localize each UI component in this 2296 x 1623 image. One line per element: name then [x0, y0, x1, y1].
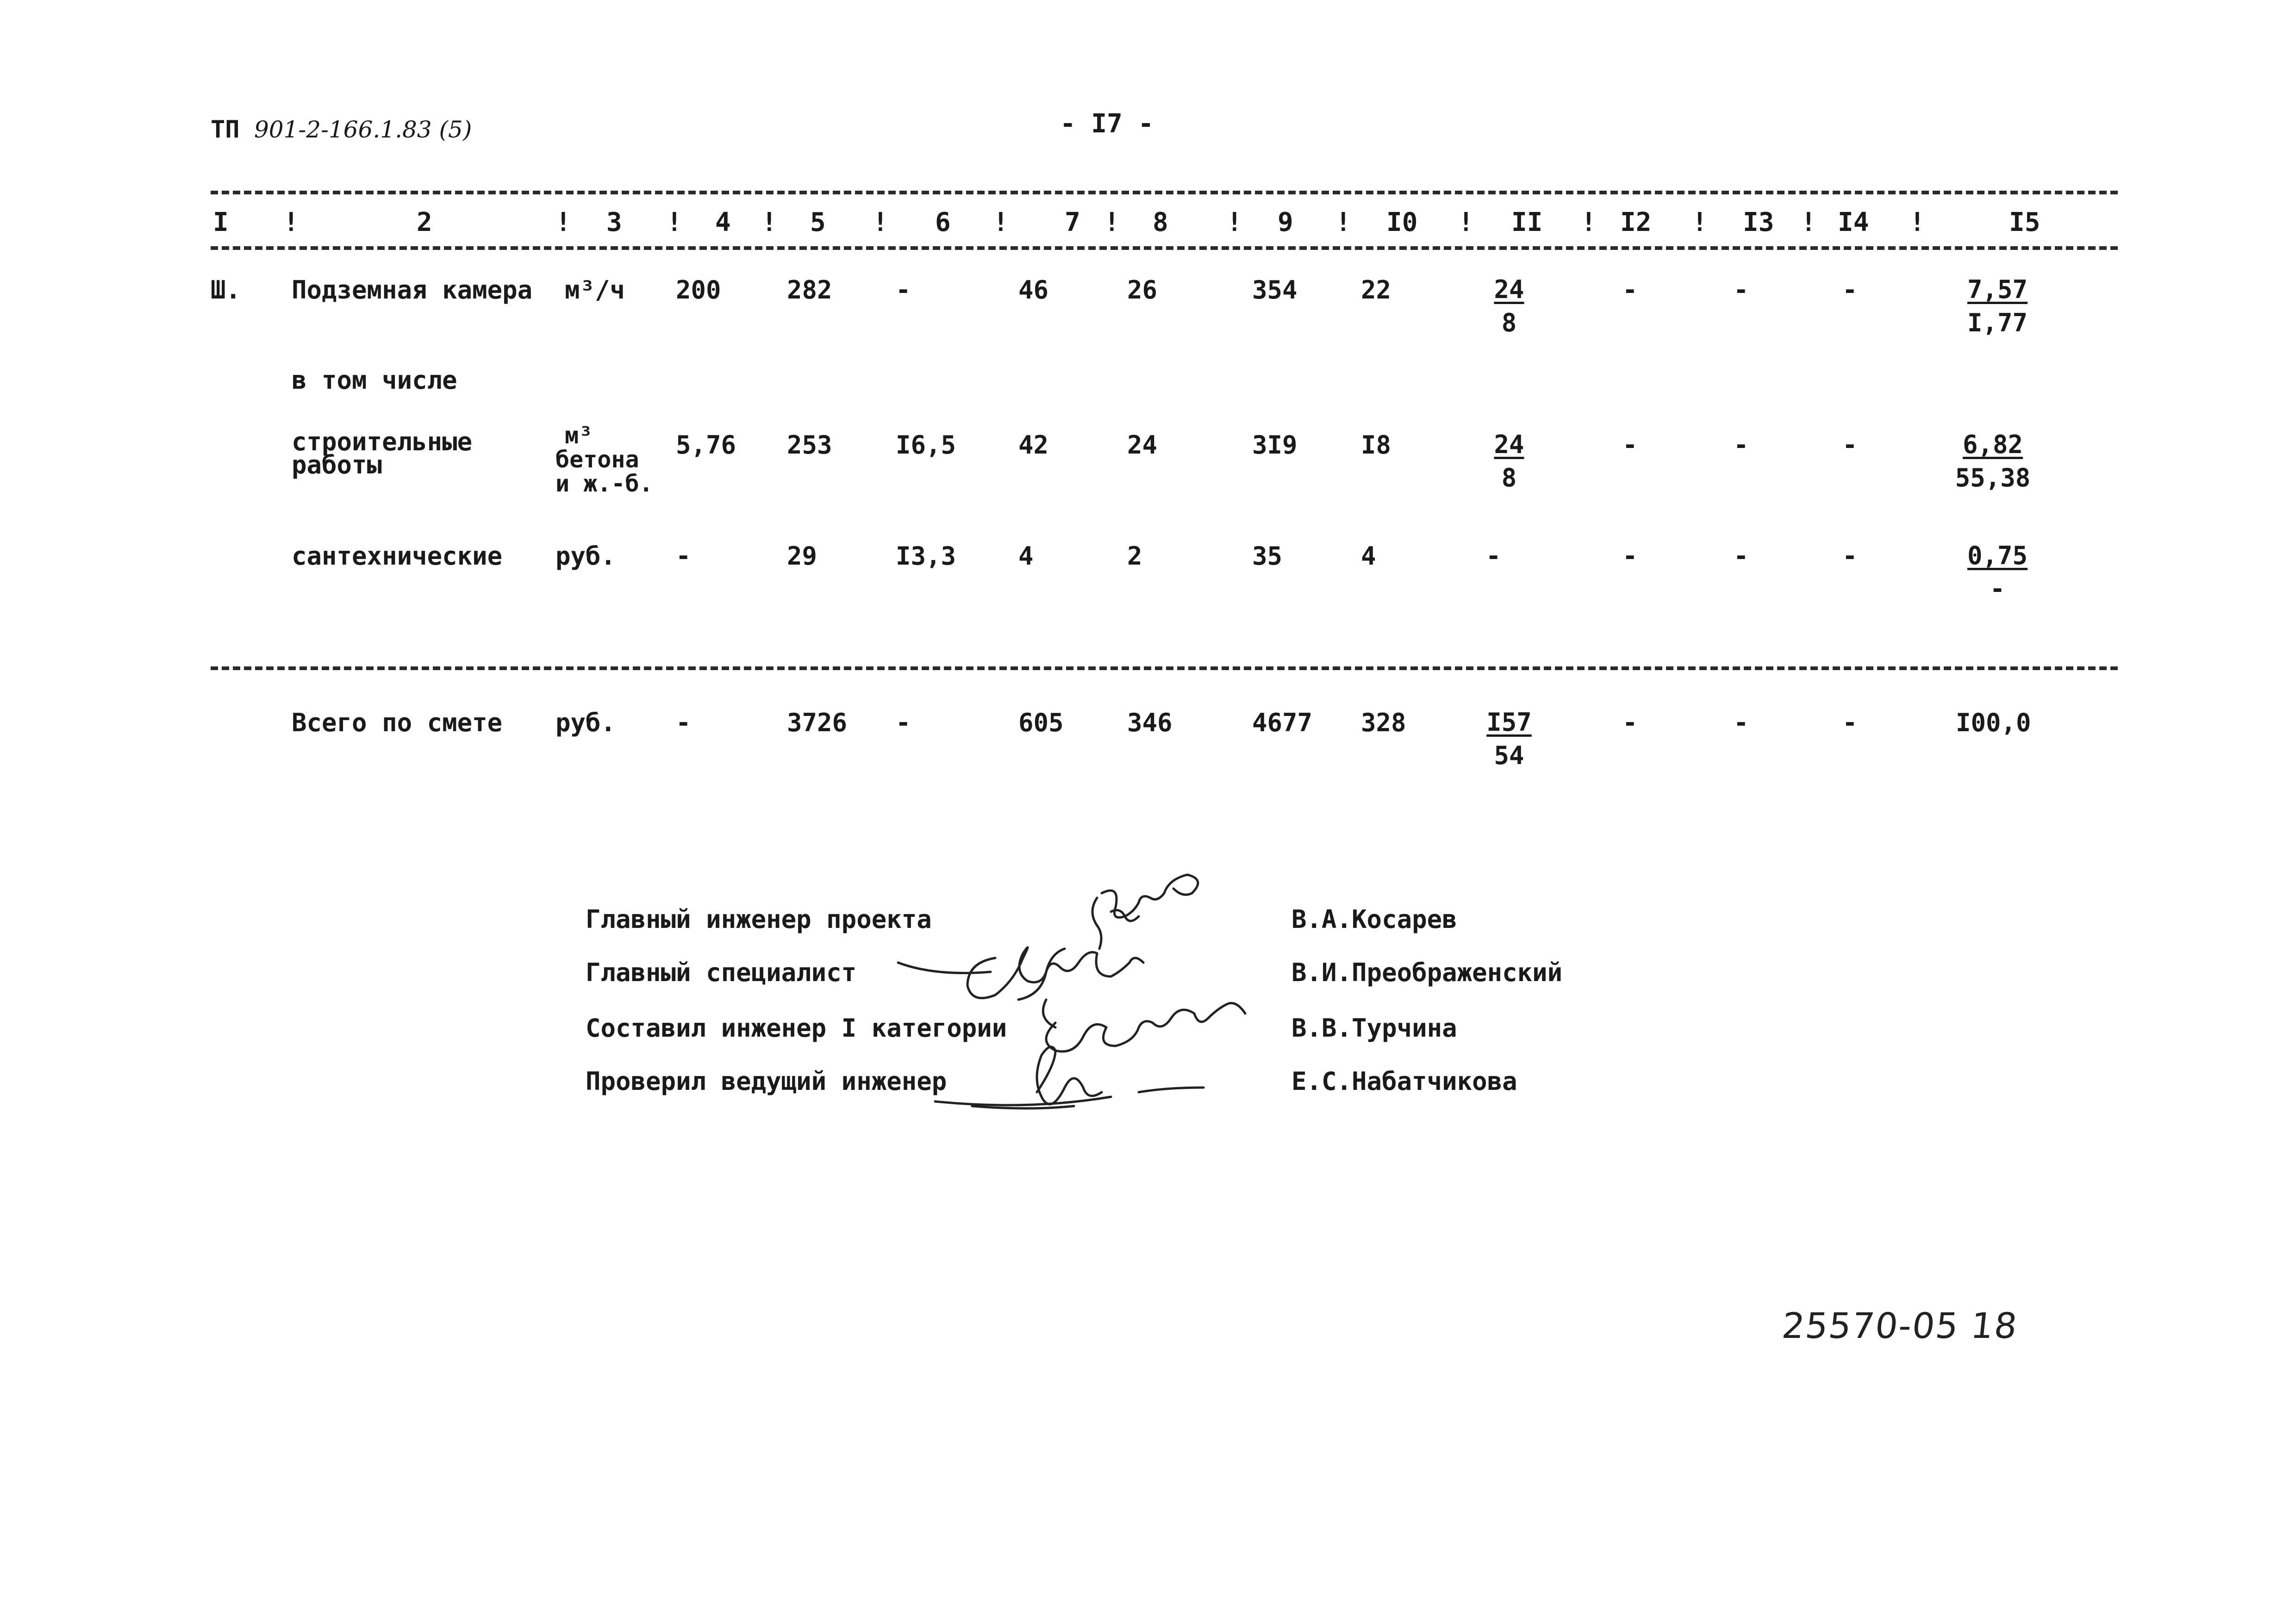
document-code-handwritten: 901-2-166.1.83 (5)	[254, 116, 472, 143]
signature-stroke	[1092, 875, 1198, 949]
fraction-denominator: -	[1990, 574, 2005, 603]
colnum-8: 8	[1153, 207, 1168, 237]
signoff-role: Составил инженер I категории	[586, 1014, 1007, 1043]
cell-col13: -	[1734, 430, 1749, 460]
signoff-role: Главный специалист	[586, 958, 857, 987]
row-unit	[555, 423, 653, 496]
col-separator: !	[1581, 207, 1597, 237]
signoff-role: Главный инженер проекта	[586, 905, 932, 934]
table-header-rule	[211, 246, 2118, 250]
col-separator: !	[283, 207, 299, 237]
cell-col11-fraction	[1472, 273, 1546, 340]
colnum-2: 2	[417, 207, 432, 237]
col-separator: !	[1227, 207, 1242, 237]
cell-col14: -	[1842, 430, 1858, 460]
cell-col11-fraction	[1472, 706, 1546, 772]
document-code	[211, 116, 472, 143]
row-name: Подземная камера	[292, 275, 533, 305]
colnum-3: 3	[606, 207, 622, 237]
total-unit: руб.	[555, 708, 616, 737]
handwritten-signatures	[880, 861, 1296, 1148]
signature-stroke	[898, 947, 1143, 998]
cell-col4: 200	[676, 275, 721, 305]
cell-col11: -	[1486, 541, 1501, 571]
cell-col6: -	[896, 275, 911, 305]
cell-col13: -	[1734, 708, 1749, 737]
colnum-11: II	[1511, 207, 1543, 237]
cell-col9: 4677	[1252, 708, 1313, 737]
fraction-numerator: 0,75	[1967, 541, 2028, 570]
cell-col7: 42	[1018, 430, 1049, 460]
cell-col6: -	[896, 708, 911, 737]
cell-col8: 346	[1127, 708, 1173, 737]
row-subheading: в том числе	[292, 366, 457, 395]
cell-col9: 3I9	[1252, 430, 1298, 460]
fraction-numerator: 7,57	[1967, 275, 2028, 304]
colnum-1: I	[213, 207, 229, 237]
cell-col12: -	[1622, 430, 1638, 460]
col-separator: !	[667, 207, 682, 237]
archive-stamp-number	[1780, 1305, 2020, 1356]
col-separator: !	[1692, 207, 1708, 237]
signoff-name: В.В.Турчина	[1292, 1014, 1457, 1043]
cell-col15-fraction	[1944, 539, 2051, 606]
signature-stroke	[972, 1106, 1074, 1108]
cell-col10: 22	[1361, 275, 1391, 305]
signoff-name: В.И.Преображенский	[1292, 958, 1563, 987]
col-separator: !	[761, 207, 777, 237]
col-separator: !	[993, 207, 1009, 237]
fraction-denominator: I,77	[1967, 308, 2028, 337]
signature-stroke	[1018, 949, 1065, 1000]
colnum-5: 5	[810, 207, 826, 237]
colnum-6: 6	[935, 207, 951, 237]
colnum-14: I4	[1838, 207, 1869, 237]
colnum-10: I0	[1386, 207, 1418, 237]
cell-col6: I3,3	[896, 541, 956, 571]
fraction-numerator: 24	[1494, 275, 1524, 304]
signoff-role: Проверил ведущий инженер	[586, 1067, 947, 1096]
cell-col14: -	[1842, 541, 1858, 571]
cell-col15: I00,0	[1956, 708, 2031, 737]
signoff-name: Е.С.Набатчикова	[1292, 1067, 1517, 1096]
row-name	[292, 427, 473, 479]
cell-col14: -	[1842, 708, 1858, 737]
fraction-denominator: 8	[1501, 308, 1517, 337]
cell-col7: 605	[1018, 708, 1064, 737]
cell-col9: 354	[1252, 275, 1298, 305]
archive-stamp-text: 25570-05 18	[1780, 1305, 2020, 1346]
col-separator: !	[1335, 207, 1351, 237]
cell-col10: 4	[1361, 541, 1376, 571]
cell-col6: I6,5	[896, 430, 956, 460]
row-name: сантехнические	[292, 541, 503, 571]
colnum-4: 4	[715, 207, 731, 237]
col-separator: !	[1909, 207, 1925, 237]
row-unit: руб.	[555, 541, 616, 571]
row-unit-line: м³	[565, 422, 593, 449]
col-separator: !	[1104, 207, 1120, 237]
row-unit: м³/ч	[565, 275, 625, 305]
col-separator: !	[555, 207, 571, 237]
col-separator: !	[873, 207, 888, 237]
row-name-line: строительные	[292, 427, 473, 456]
cell-col10: 328	[1361, 708, 1406, 737]
cell-col8: 26	[1127, 275, 1158, 305]
cell-col9: 35	[1252, 541, 1283, 571]
cell-col10: I8	[1361, 430, 1391, 460]
cell-col13: -	[1734, 275, 1749, 305]
document-code-prefix: ТП	[211, 116, 240, 143]
row-section-number: Ш.	[211, 275, 241, 305]
colnum-7: 7	[1065, 207, 1080, 237]
cell-col11-fraction	[1472, 428, 1546, 495]
signature-stroke	[935, 1047, 1204, 1105]
cell-col12: -	[1622, 275, 1638, 305]
colnum-12: I2	[1620, 207, 1652, 237]
fraction-denominator: 54	[1494, 741, 1524, 770]
cell-col15-fraction	[1935, 428, 2051, 495]
fraction-denominator: 8	[1501, 463, 1517, 492]
fraction-numerator: I57	[1486, 708, 1532, 737]
fraction-denominator: 55,38	[1955, 463, 2031, 492]
table-total-rule	[211, 666, 2118, 670]
col-separator: !	[1801, 207, 1816, 237]
cell-col7: 4	[1018, 541, 1034, 571]
total-label: Всего по смете	[292, 708, 503, 737]
col-separator: !	[1458, 207, 1474, 237]
fraction-numerator: 24	[1494, 430, 1524, 459]
cell-col4: 5,76	[676, 430, 736, 460]
row-unit-line: бетона	[555, 446, 639, 473]
colnum-9: 9	[1278, 207, 1293, 237]
cell-col5: 253	[787, 430, 832, 460]
signoff-name: В.А.Косарев	[1292, 905, 1457, 934]
cell-col7: 46	[1018, 275, 1049, 305]
fraction-numerator: 6,82	[1962, 430, 2023, 459]
cell-col12: -	[1622, 708, 1638, 737]
cell-col8: 2	[1127, 541, 1142, 571]
colnum-15: I5	[2009, 207, 2040, 237]
page-number: - I7 -	[1060, 109, 1154, 139]
cell-col4: -	[676, 541, 691, 571]
colnum-13: I3	[1743, 207, 1774, 237]
cell-col14: -	[1842, 275, 1858, 305]
table-top-rule	[211, 191, 2118, 194]
cell-col5: 3726	[787, 708, 848, 737]
cell-col13: -	[1734, 541, 1749, 571]
cell-col12: -	[1622, 541, 1638, 571]
row-unit-line: и ж.-б.	[555, 470, 653, 497]
row-name-line: работы	[292, 450, 382, 479]
cell-col8: 24	[1127, 430, 1158, 460]
cell-col5: 29	[787, 541, 817, 571]
cell-col15-fraction	[1944, 273, 2051, 340]
signature-stroke	[1046, 1003, 1245, 1052]
cell-col5: 282	[787, 275, 832, 305]
cell-col4: -	[676, 708, 691, 737]
